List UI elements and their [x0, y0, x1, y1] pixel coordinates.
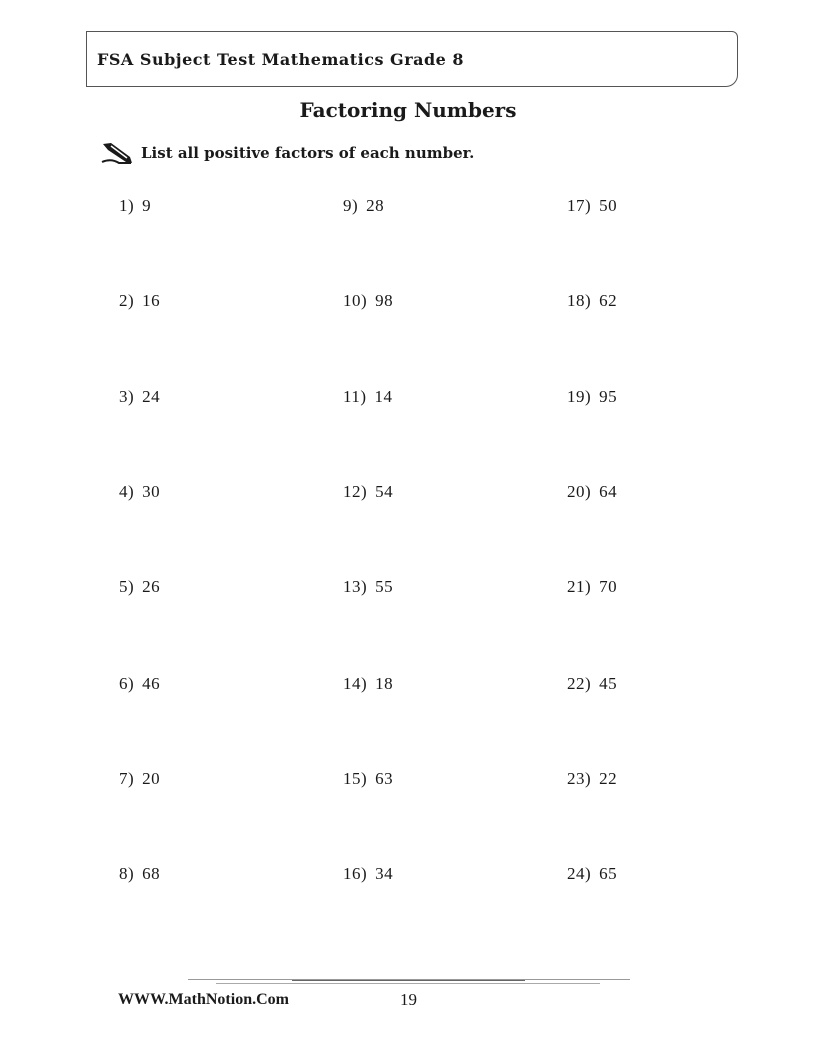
problem-number: 15) [343, 769, 368, 788]
problem-number: 24) [567, 864, 592, 883]
problem-item [567, 482, 617, 502]
problem-item [119, 577, 160, 597]
problem-value: 62 [599, 291, 618, 310]
problem-item [119, 769, 160, 789]
problem-item [567, 387, 617, 407]
instruction-text: List all positive factors of each number. [141, 144, 475, 162]
problem-item [343, 482, 393, 502]
problem-value: 26 [142, 577, 161, 596]
problem-number: 13) [343, 577, 368, 596]
problem-value: 46 [142, 674, 161, 693]
problem-value: 45 [599, 674, 618, 693]
problem-value: 65 [599, 864, 618, 883]
problem-number: 12) [343, 482, 368, 501]
problem-value: 98 [375, 291, 394, 310]
problem-value: 70 [599, 577, 618, 596]
problem-value: 30 [142, 482, 161, 501]
problem-value: 95 [599, 387, 618, 406]
problem-value: 55 [375, 577, 394, 596]
problem-value: 9 [142, 196, 152, 215]
problem-number: 19) [567, 387, 592, 406]
problem-number: 21) [567, 577, 592, 596]
problem-value: 18 [375, 674, 394, 693]
problem-number: 14) [343, 674, 368, 693]
problem-item [119, 864, 160, 884]
problem-number: 8) [119, 864, 135, 883]
problem-item [119, 482, 160, 502]
problem-item [119, 674, 160, 694]
problem-value: 64 [599, 482, 618, 501]
problem-item [343, 864, 393, 884]
problem-value: 34 [375, 864, 394, 883]
problem-item [567, 864, 617, 884]
problem-number: 5) [119, 577, 135, 596]
problem-number: 2) [119, 291, 135, 310]
problem-number: 23) [567, 769, 592, 788]
problem-number: 17) [567, 196, 592, 215]
problem-number: 3) [119, 387, 135, 406]
problem-number: 11) [343, 387, 367, 406]
problem-item [119, 387, 160, 407]
problem-item [119, 291, 160, 311]
problem-number: 4) [119, 482, 135, 501]
problem-value: 68 [142, 864, 161, 883]
problem-value: 20 [142, 769, 161, 788]
problem-value: 16 [142, 291, 161, 310]
problem-item [567, 291, 617, 311]
problem-number: 16) [343, 864, 368, 883]
page-title: Factoring Numbers [299, 98, 517, 122]
problem-value: 14 [374, 387, 393, 406]
problem-item [343, 291, 393, 311]
header-title: FSA Subject Test Mathematics Grade 8 [97, 50, 465, 69]
problem-number: 22) [567, 674, 592, 693]
problem-item [567, 769, 617, 789]
problem-number: 10) [343, 291, 368, 310]
problem-value: 63 [375, 769, 394, 788]
problem-value: 24 [142, 387, 161, 406]
problem-number: 7) [119, 769, 135, 788]
problem-item [567, 577, 617, 597]
page-number: 19 [400, 990, 417, 1009]
problem-number: 18) [567, 291, 592, 310]
problem-number: 9) [343, 196, 359, 215]
problem-item [567, 674, 617, 694]
problem-number: 1) [119, 196, 135, 215]
problem-value: 28 [366, 196, 385, 215]
problem-item [567, 196, 617, 216]
footer-divider [216, 983, 600, 984]
problem-item [343, 769, 393, 789]
problem-item [343, 196, 384, 216]
problem-value: 54 [375, 482, 394, 501]
problem-number: 20) [567, 482, 592, 501]
problem-item [343, 387, 393, 407]
problem-number: 6) [119, 674, 135, 693]
header-box [86, 31, 738, 87]
problem-value: 22 [599, 769, 618, 788]
footer-website: WWW.MathNotion.Com [118, 991, 289, 1008]
instruction [101, 141, 474, 165]
footer-divider [292, 980, 525, 981]
problem-item [343, 577, 393, 597]
problem-item [119, 196, 151, 216]
pencil-icon [101, 141, 135, 165]
problem-value: 50 [599, 196, 618, 215]
problem-item [343, 674, 393, 694]
